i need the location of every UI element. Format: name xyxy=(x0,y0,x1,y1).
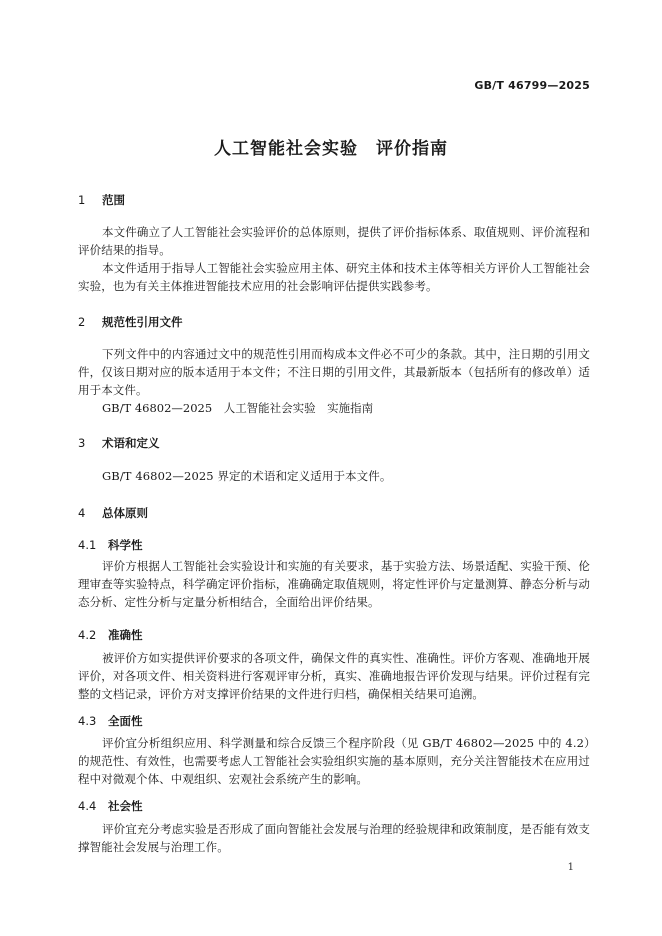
section-title: 术语和定义 xyxy=(102,436,160,450)
section-2-paragraph-1: 下列文件中的内容通过文中的规范性引用而构成本文件必不可少的条款。其中，注日期的引用文件，仅该日期对应的版本适用于本文件；不注日期的引用文件，其最新版本（包括所有的修改单）适用于本文件。 xyxy=(78,347,590,397)
section-4-4-heading xyxy=(78,798,143,814)
section-number: 4.1 xyxy=(78,538,97,552)
section-4-2-heading xyxy=(78,627,143,643)
section-2-heading xyxy=(78,314,183,330)
section-title: 准确性 xyxy=(108,628,143,642)
section-title: 科学性 xyxy=(108,538,143,552)
section-1-heading xyxy=(78,192,125,208)
page-number: 1 xyxy=(567,862,574,873)
section-4-3-heading xyxy=(78,713,143,729)
section-3-heading xyxy=(78,435,160,451)
document-title: 人工智能社会实验 评价指南 xyxy=(214,139,448,159)
section-title: 总体原则 xyxy=(102,506,148,520)
section-title: 全面性 xyxy=(108,714,143,728)
section-number: 4 xyxy=(78,506,86,520)
section-title: 社会性 xyxy=(108,799,143,813)
section-title: 范围 xyxy=(102,193,125,207)
section-1-paragraph-1: 本文件确立了人工智能社会实验评价的总体原则，提供了评价指标体系、取值规则、评价流程和评价结果的指导。 xyxy=(78,225,590,257)
section-1-paragraph-2: 本文件适用于指导人工智能社会实验应用主体、研究主体和技术主体等相关方评价人工智能社会实验，也为有关主体推进智能技术应用的社会影响评估提供实践参考。 xyxy=(78,261,590,293)
section-number: 2 xyxy=(78,315,86,329)
section-4-3-paragraph-1: 评价宜分析组织应用、科学测量和综合反馈三个程序阶段（见 GB/T 46802—2025 中的 4.2）的规范性、有效性，也需要考虑人工智能社会实验组织实施的基本原则，充分关注智能技术在应用过程中对微观个体、中观组织、宏观社会系统产生的影响。 xyxy=(78,736,590,786)
section-number: 1 xyxy=(78,193,86,207)
section-4-2-paragraph-1: 被评价方如实提供评价要求的各项文件，确保文件的真实性、准确性。评价方客观、准确地开展评价，对各项文件、相关资料进行客观评审分析，真实、准确地报告评价发现与结果。评价过程有完整的文档记录，评价方对支撑评价结果的文件进行归档，确保相关结果可追溯。 xyxy=(78,651,590,701)
normative-reference: GB/T 46802—2025 人工智能社会实验 实施指南 xyxy=(102,401,374,415)
standard-code: GB/T 46799—2025 xyxy=(474,79,590,92)
section-4-1-heading xyxy=(78,537,143,553)
section-4-heading xyxy=(78,505,148,521)
section-number: 3 xyxy=(78,436,86,450)
section-number: 4.2 xyxy=(78,628,97,642)
section-title: 规范性引用文件 xyxy=(102,315,183,329)
section-number: 4.4 xyxy=(78,799,97,813)
section-3-paragraph-1: GB/T 46802—2025 界定的术语和定义适用于本文件。 xyxy=(102,469,392,483)
section-number: 4.3 xyxy=(78,714,97,728)
section-4-1-paragraph-1: 评价方根据人工智能社会实验设计和实施的有关要求，基于实验方法、场景适配、实验干预、伦理审查等实验特点，科学确定评价指标，准确确定取值规则，将定性评价与定量测算、静态分析与动态分析、定性分析与定量分析相结合，全面给出评价结果。 xyxy=(78,559,590,609)
section-4-4-paragraph-1: 评价宜充分考虑实验是否形成了面向智能社会发展与治理的经验规律和政策制度，是否能有效支撑智能社会发展与治理工作。 xyxy=(78,822,590,854)
